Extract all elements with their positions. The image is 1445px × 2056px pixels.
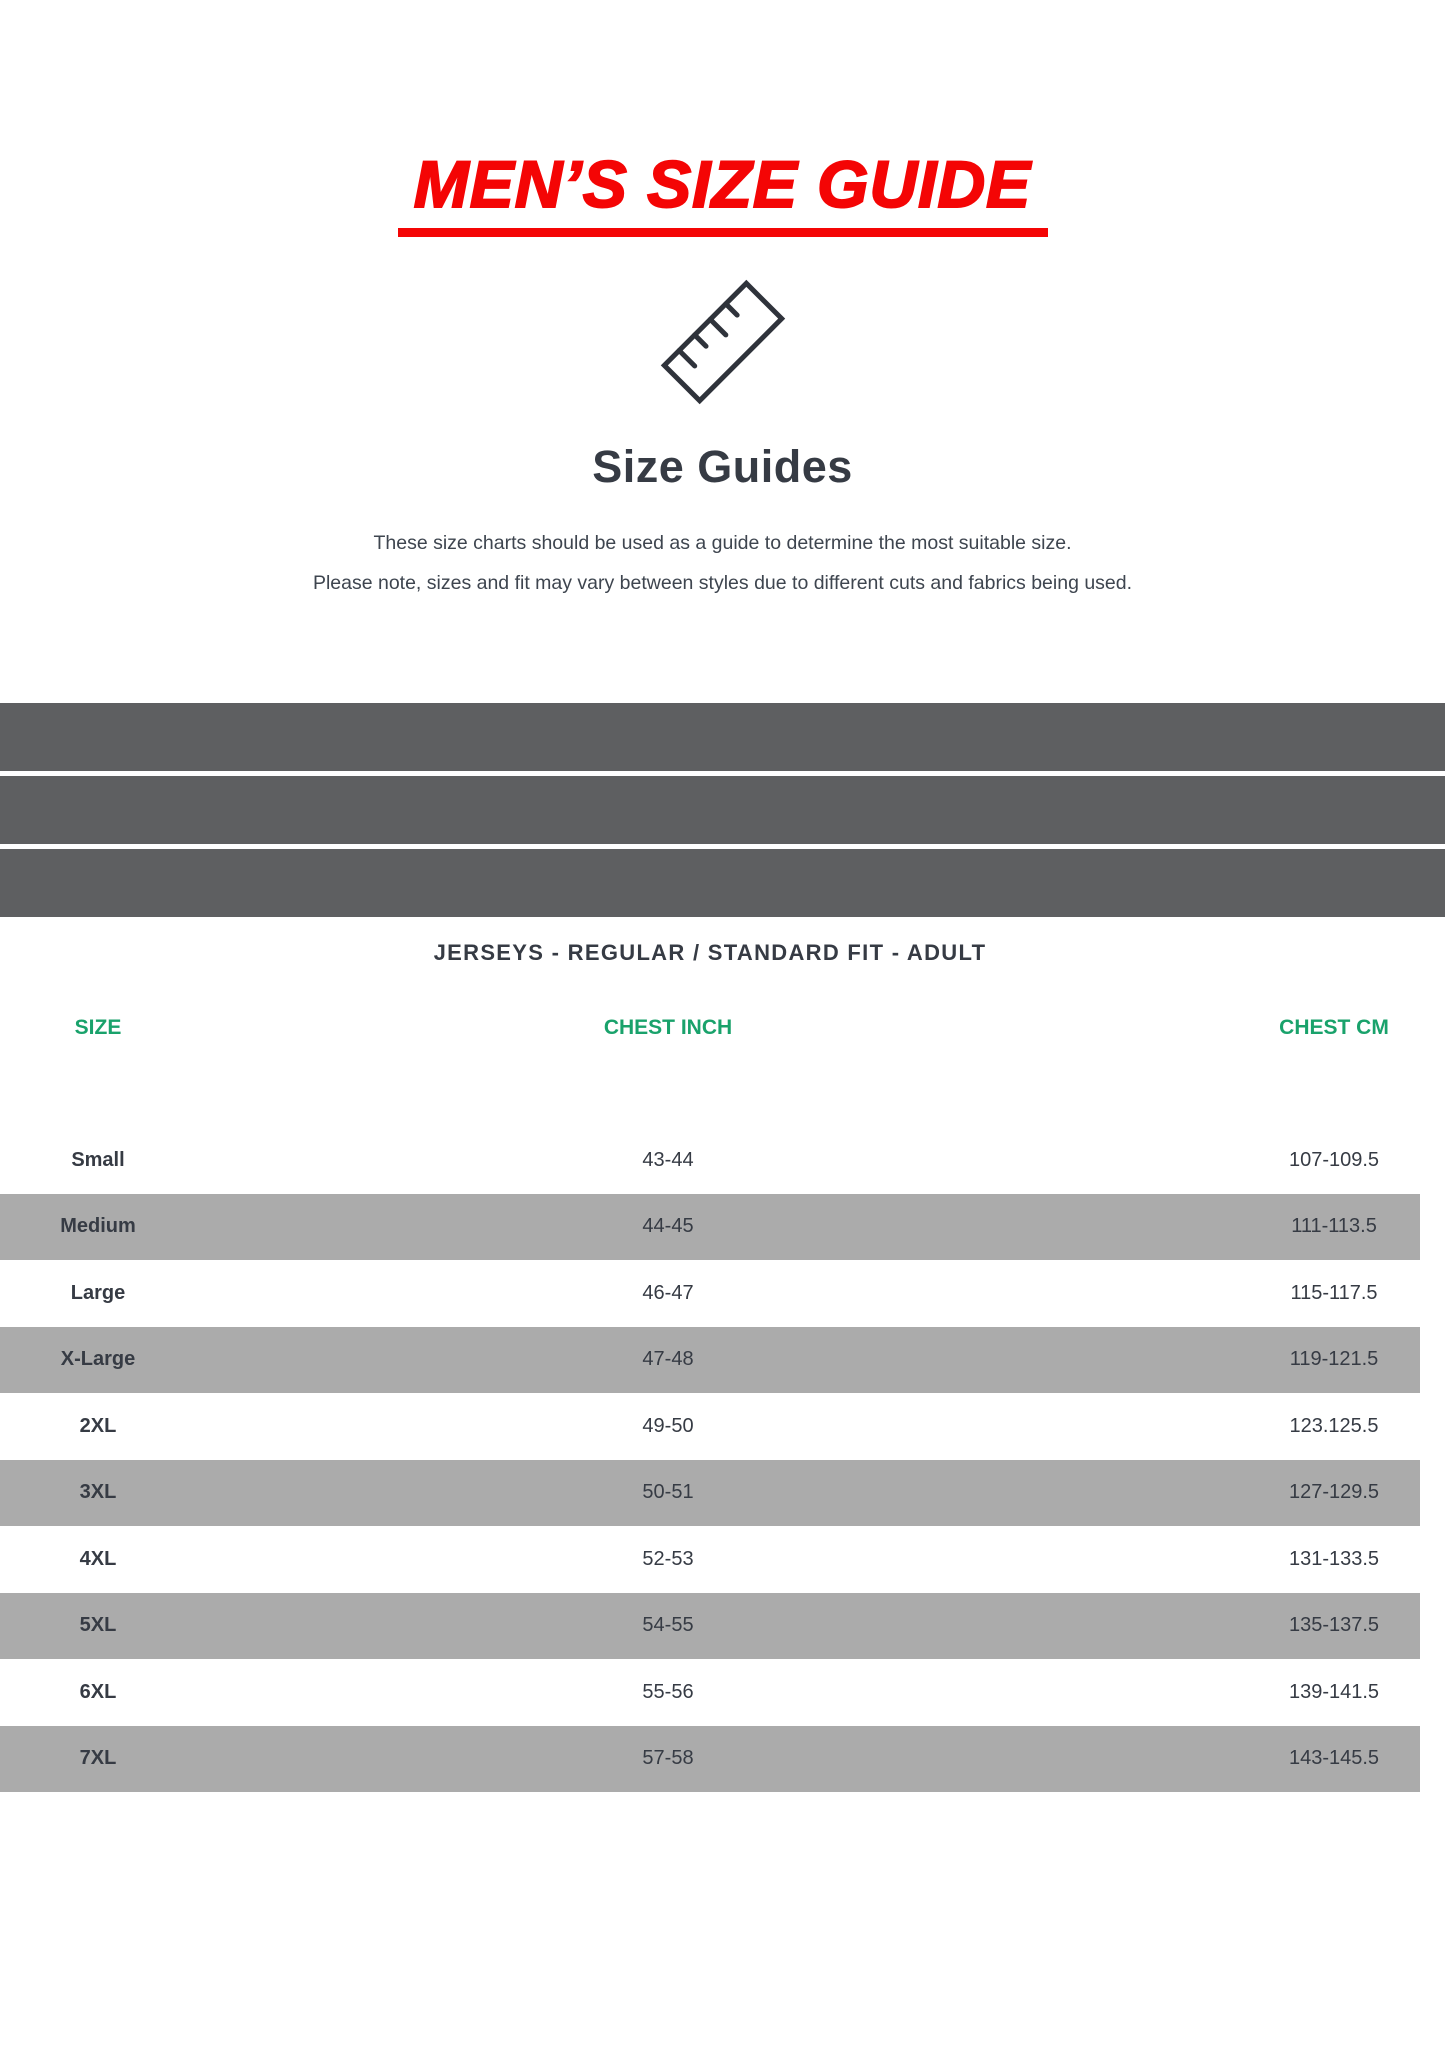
- size-table-title: JERSEYS - REGULAR / STANDARD FIT - ADULT: [433, 940, 987, 965]
- size-table-section: [0, 940, 1420, 1792]
- ruler-icon: [0, 277, 1445, 407]
- description-line-2: Please note, sizes and fit may vary between styles due to different cuts and fabrics being used.: [312, 571, 1133, 594]
- title-underline: [398, 228, 1048, 237]
- column-header-size: SIZE: [74, 1016, 122, 1039]
- chest-inch-cell: 43-44: [642, 1148, 694, 1171]
- size-cell: X-Large: [60, 1348, 136, 1371]
- section-bar-3[interactable]: [0, 849, 1445, 917]
- section-bars: [0, 703, 1445, 922]
- chest-cm-cell: 135-137.5: [1288, 1614, 1380, 1637]
- table-row: [0, 1194, 1420, 1261]
- chest-cm-cell: 115-117.5: [1290, 1281, 1378, 1304]
- size-guides-heading: Size Guides: [592, 440, 853, 492]
- column-header-chest-inch: CHEST INCH: [603, 1016, 733, 1039]
- size-cell: Small: [71, 1148, 125, 1171]
- size-cell: Large: [70, 1281, 126, 1304]
- column-header-chest-cm: CHEST CM: [1279, 1016, 1389, 1039]
- size-table-body: [0, 1127, 1420, 1792]
- chest-inch-cell: 50-51: [642, 1481, 694, 1504]
- chest-inch-cell: 46-47: [642, 1281, 694, 1304]
- section-bar-1[interactable]: [0, 703, 1445, 771]
- size-cell: 7XL: [79, 1747, 117, 1770]
- table-row: [0, 1659, 1420, 1726]
- size-cell: 5XL: [79, 1614, 117, 1637]
- size-table-header-row: [0, 1016, 1420, 1040]
- table-row: [0, 1593, 1420, 1660]
- chest-cm-cell: 143-145.5: [1288, 1747, 1380, 1770]
- chest-cm-cell: 127-129.5: [1288, 1481, 1380, 1504]
- section-bar-2[interactable]: [0, 776, 1445, 844]
- size-cell: 3XL: [79, 1481, 117, 1504]
- table-row: [0, 1260, 1420, 1327]
- chest-cm-cell: 131-133.5: [1288, 1547, 1380, 1570]
- table-row: [0, 1127, 1420, 1194]
- table-row: [0, 1526, 1420, 1593]
- size-cell: 4XL: [79, 1547, 117, 1570]
- page-header: [0, 0, 1445, 603]
- chest-cm-cell: 139-141.5: [1288, 1680, 1380, 1703]
- chest-inch-cell: 52-53: [642, 1547, 694, 1570]
- chest-inch-cell: 54-55: [642, 1614, 694, 1637]
- chest-cm-cell: 107-109.5: [1288, 1148, 1380, 1171]
- chest-cm-cell: 123.125.5: [1289, 1414, 1379, 1437]
- table-row: [0, 1393, 1420, 1460]
- table-row: [0, 1726, 1420, 1793]
- size-cell: Medium: [60, 1215, 136, 1238]
- description-line-1: These size charts should be used as a guide to determine the most suitable size.: [373, 531, 1072, 554]
- table-row: [0, 1327, 1420, 1394]
- size-cell: 6XL: [79, 1680, 117, 1703]
- size-guide-description: [0, 523, 1445, 603]
- chest-cm-cell: 119-121.5: [1289, 1348, 1379, 1371]
- chest-inch-cell: 47-48: [642, 1348, 694, 1371]
- chest-inch-cell: 44-45: [642, 1215, 694, 1238]
- size-cell: 2XL: [79, 1414, 117, 1437]
- chest-inch-cell: 57-58: [642, 1747, 694, 1770]
- page-title: MEN’S SIZE GUIDE: [413, 147, 1032, 221]
- chest-inch-cell: 49-50: [642, 1414, 694, 1437]
- chest-cm-cell: 111-113.5: [1291, 1215, 1377, 1238]
- table-row: [0, 1460, 1420, 1527]
- chest-inch-cell: 55-56: [642, 1680, 694, 1703]
